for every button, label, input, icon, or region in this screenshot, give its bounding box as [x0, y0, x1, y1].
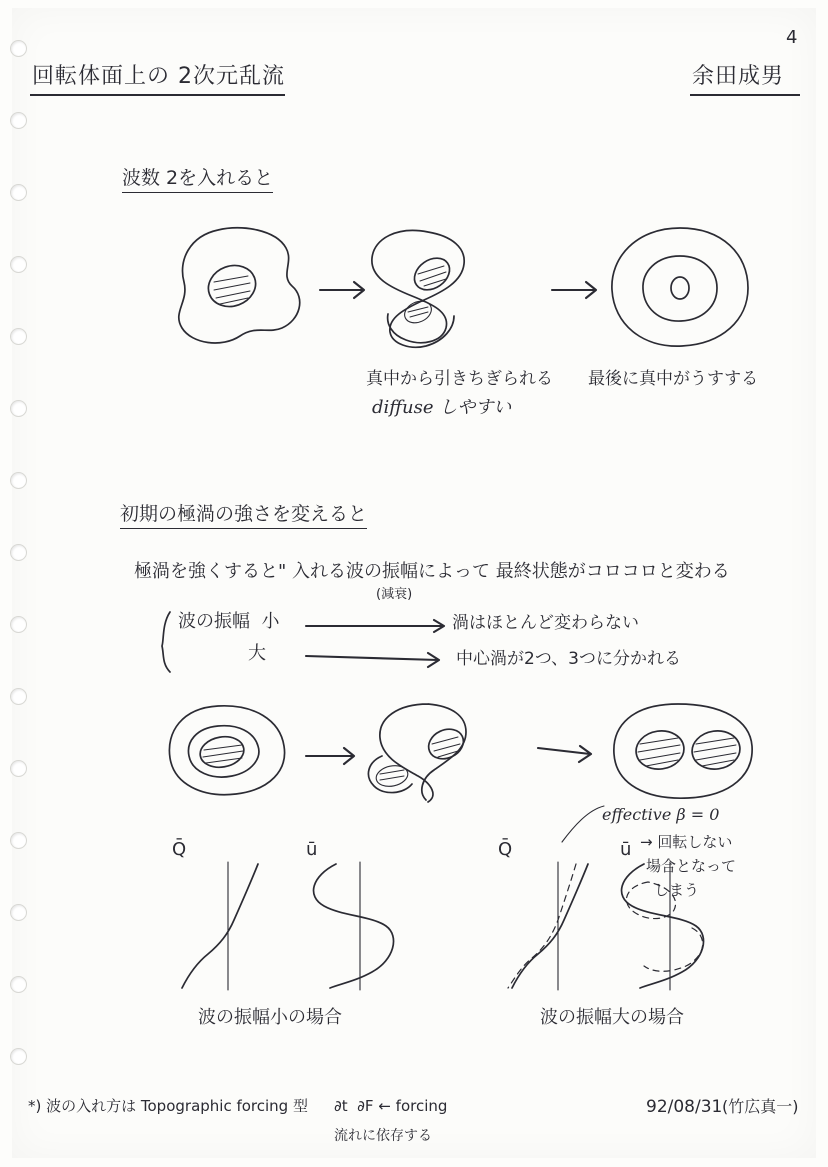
- section1-heading: 波数 2を入れると: [122, 168, 273, 193]
- section2-table-label1: 波の振幅 小: [178, 611, 280, 632]
- punch-hole: [10, 760, 27, 777]
- page-title: 回転体面上の 2次元乱流: [32, 64, 285, 89]
- author-name: 余田成男: [692, 64, 785, 89]
- plot-caption-left: 波の振幅小の場合: [198, 1007, 342, 1028]
- footer-note2-line2: 流れに依存する: [334, 1128, 432, 1144]
- section2-line1: 極渦を強くすると" 入れる波の振幅によって 最終状態がコロコロと変わる: [134, 561, 730, 582]
- punch-hole: [10, 328, 27, 345]
- punch-hole: [10, 832, 27, 849]
- annotation-line2: 場合となって: [646, 857, 737, 875]
- title-underline: [30, 94, 285, 96]
- punch-hole: [10, 40, 27, 57]
- punch-hole: [10, 976, 27, 993]
- annotation-leader-line: [560, 796, 650, 846]
- plot-q-left: [162, 862, 292, 992]
- section2-result1: 渦はほとんど変わらない: [452, 613, 639, 633]
- footer-note: *) 波の入れ方は Topographic forcing 型: [28, 1097, 308, 1115]
- punch-hole: [10, 616, 27, 633]
- plot-u-left: [290, 862, 420, 992]
- punch-hole: [10, 472, 27, 489]
- punch-hole: [10, 256, 27, 273]
- punch-hole: [10, 1048, 27, 1065]
- punch-hole: [10, 112, 27, 129]
- section2-table-label2: 大: [248, 643, 266, 664]
- section1-caption-right: 最後に真中がうすする: [588, 369, 759, 389]
- plot-caption-right: 波の振幅大の場合: [540, 1007, 684, 1028]
- punch-hole: [10, 400, 27, 417]
- punch-hole: [10, 184, 27, 201]
- punch-hole: [10, 544, 27, 561]
- plot-label-u-left: ū: [306, 839, 318, 860]
- punch-hole: [10, 688, 27, 705]
- footer-signature: (竹広真一): [722, 1097, 799, 1116]
- section1-caption-mid-line2: diffuse しやすい: [372, 397, 512, 418]
- footer-date: 92/08/31: [646, 1097, 723, 1117]
- footer-note2-line1: ∂t ∂F ← forcing: [334, 1097, 448, 1115]
- plot-label-q-left: Q̄: [172, 839, 187, 860]
- plot-label-q-right: Q̄: [498, 839, 513, 860]
- annotation-line1: → 回転しない: [640, 833, 733, 851]
- section2-heading: 初期の極渦の強さを変えると: [120, 504, 367, 529]
- section1-caption-mid-line1: 真中から引きちぎられる: [366, 369, 553, 389]
- section1-vortex-diagrams: [160, 212, 760, 362]
- plot-u-right: [596, 862, 746, 992]
- plot-label-u-right: ū: [620, 839, 632, 860]
- annotation-line3: しまう: [654, 881, 700, 899]
- author-underline: [690, 94, 800, 96]
- section2-vortex-diagrams: [160, 700, 780, 810]
- section2-line1-note: (減衰): [376, 587, 413, 602]
- section2-result2: 中心渦が2つ、3つに分かれる: [456, 649, 681, 669]
- page-number: 4: [786, 27, 798, 48]
- punch-hole: [10, 904, 27, 921]
- annotation-effective-beta: effective β = 0: [602, 805, 720, 824]
